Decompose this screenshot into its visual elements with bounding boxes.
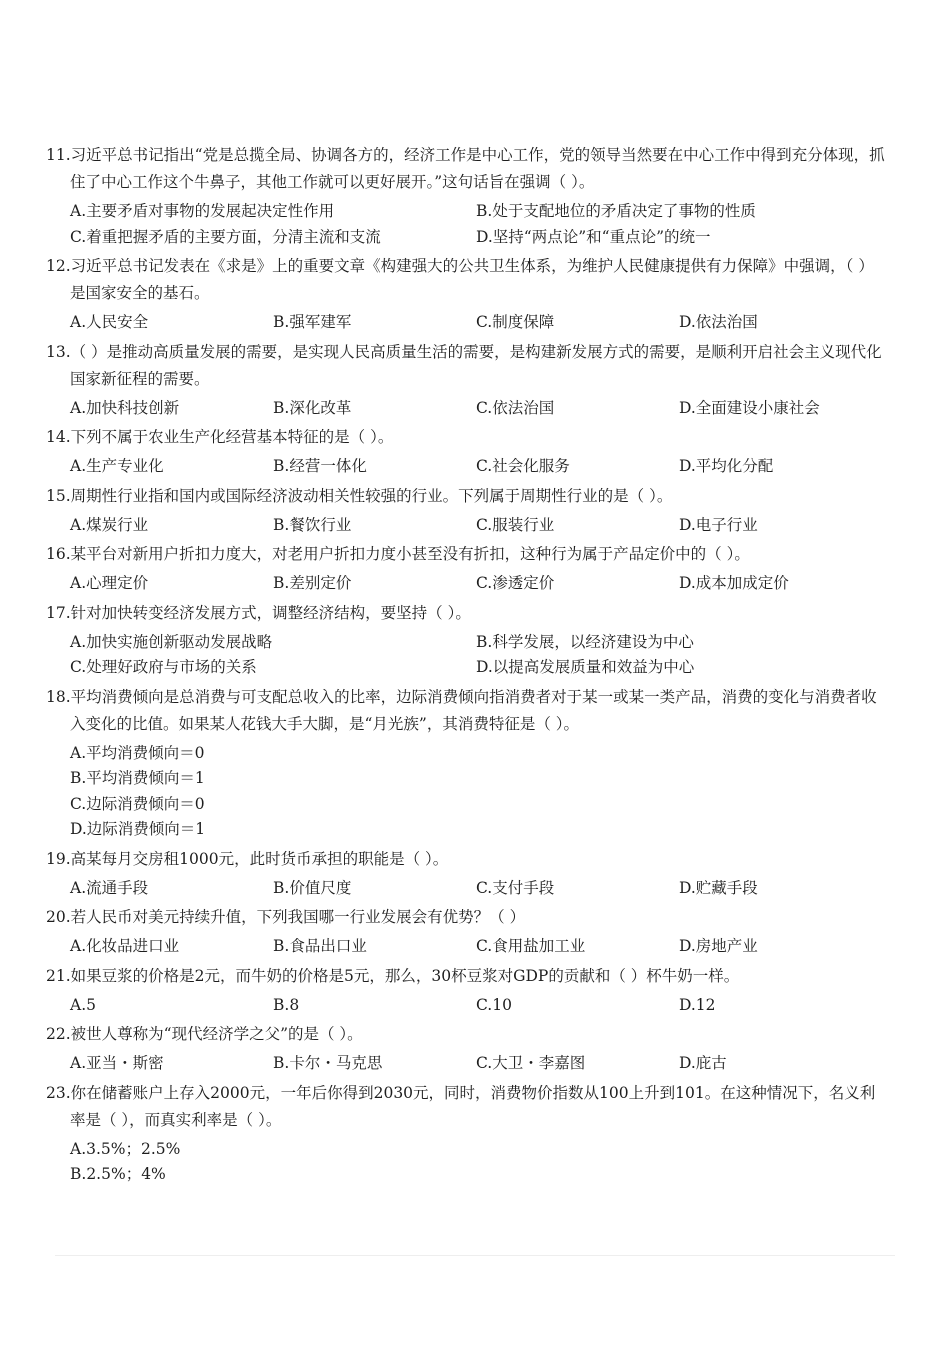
answer-option: C.社会化服务	[476, 457, 570, 475]
answer-options	[46, 513, 886, 539]
answer-option: A.心理定价	[70, 574, 149, 592]
question-list	[46, 142, 886, 1191]
answer-options	[46, 1051, 886, 1077]
footer-divider	[55, 1255, 895, 1256]
answer-option: A.平均消费倾向＝0	[70, 743, 205, 762]
answer-options	[46, 934, 886, 960]
answer-option: A.化妆品进口业	[70, 937, 180, 955]
question-stem: 21.如果豆浆的价格是2元，而牛奶的价格是5元，那么，30杯豆浆对GDP的贡献和（ ）杯牛奶一样。	[46, 966, 740, 985]
answer-option: A.主要矛盾对事物的发展起决定性作用	[70, 202, 335, 220]
answer-option: C.10	[476, 995, 512, 1014]
question-block	[46, 142, 886, 250]
answer-option: D.电子行业	[679, 515, 758, 534]
question-stem: 17.针对加快转变经济发展方式，调整经济结构，要坚持（ ）。	[46, 603, 471, 622]
answer-options	[46, 571, 886, 597]
answer-option: A.3.5%；2.5%	[70, 1139, 181, 1158]
question-stem: 23.你在储蓄账户上存入2000元，一年后你得到2030元，同时，消费物价指数从100上升到101。在这种情况下，名义利率是（ ），而真实利率是（ ）。	[46, 1083, 876, 1129]
question-block	[46, 483, 886, 539]
answer-option: C.依法治国	[476, 398, 555, 417]
question-stem: 20.若人民币对美元持续升值，下列我国哪一行业发展会有优势？（ ）	[46, 908, 526, 926]
question-stem: 13.（ ）是推动高质量发展的需要，是实现人民高质量生活的需要，是构建新发展方式的需要，是顺利开启社会主义现代化国家新征程的需要。	[46, 342, 882, 388]
answer-option: C.边际消费倾向＝0	[70, 794, 205, 813]
answer-option: A.亚当・斯密	[70, 1054, 164, 1072]
answer-options	[46, 454, 886, 480]
question-block	[46, 541, 886, 597]
answer-option: C.服装行业	[476, 515, 555, 534]
answer-option: A.流通手段	[70, 878, 149, 897]
answer-option: B.卡尔・马克思	[273, 1054, 383, 1072]
question-stem: 22.被世人尊称为“现代经济学之父”的是（ ）。	[46, 1025, 363, 1043]
answer-option: D.坚持“两点论”和“重点论”的统一	[476, 227, 711, 246]
answer-option: B.餐饮行业	[273, 515, 352, 534]
answer-options	[46, 630, 886, 681]
answer-option: C.着重把握矛盾的主要方面，分清主流和支流	[70, 227, 381, 246]
answer-option: D.全面建设小康社会	[679, 398, 820, 417]
answer-options	[46, 993, 886, 1019]
answer-option: B.平均消费倾向＝1	[70, 769, 205, 787]
answer-options	[46, 396, 886, 422]
answer-option: B.食品出口业	[273, 937, 367, 955]
answer-option: B.8	[273, 995, 300, 1014]
answer-options	[46, 1137, 886, 1188]
answer-option: B.差别定价	[273, 574, 352, 592]
answer-option: D.成本加成定价	[679, 574, 789, 592]
answer-option: B.2.5%；4%	[70, 1165, 166, 1183]
answer-option: D.以提高发展质量和效益为中心	[476, 658, 695, 676]
answer-options	[46, 310, 886, 336]
answer-option: C.大卫・李嘉图	[476, 1054, 586, 1072]
question-block	[46, 253, 886, 336]
answer-option: A.加快科技创新	[70, 398, 180, 417]
answer-options	[46, 876, 886, 902]
answer-option: B.科学发展，以经济建设为中心	[476, 632, 694, 651]
question-stem: 14.下列不属于农业生产化经营基本特征的是（ ）。	[46, 428, 394, 446]
answer-option: B.经营一体化	[273, 457, 367, 475]
answer-option: C.制度保障	[476, 313, 555, 331]
question-stem: 16.某平台对新用户折扣力度大，对老用户折扣力度小甚至没有折扣，这种行为属于产品定价中的（ ）。	[46, 545, 750, 563]
answer-option: A.5	[70, 995, 96, 1014]
answer-option: A.生产专业化	[70, 457, 164, 475]
answer-option: D.房地产业	[679, 937, 758, 955]
answer-option: C.支付手段	[476, 878, 555, 897]
answer-option: B.强军建军	[273, 313, 352, 331]
answer-option: B.深化改革	[273, 398, 352, 417]
answer-option: C.处理好政府与市场的关系	[70, 658, 257, 676]
answer-option: D.平均化分配	[679, 457, 774, 475]
answer-option: A.煤炭行业	[70, 515, 149, 534]
question-block	[46, 963, 886, 1019]
answer-option: C.渗透定价	[476, 574, 555, 592]
question-stem: 19.高某每月交房租1000元，此时货币承担的职能是（ ）。	[46, 849, 449, 868]
question-stem: 18.平均消费倾向是总消费与可支配总收入的比率，边际消费倾向指消费者对于某一或某一类产品，消费的变化与消费者收入变化的比值。如果某人花钱大手大脚，是“月光族”，其消费特征是（ ）。	[46, 687, 877, 733]
question-stem: 15.周期性行业指和国内或国际经济波动相关性较强的行业。下列属于周期性行业的是（ ）。	[46, 486, 673, 505]
answer-option: D.庇古	[679, 1054, 727, 1072]
question-block	[46, 1021, 886, 1077]
answer-options	[46, 199, 886, 250]
answer-option: D.依法治国	[679, 313, 758, 331]
question-block	[46, 600, 886, 681]
answer-options	[46, 741, 886, 843]
question-block	[46, 846, 886, 902]
answer-option: D.贮藏手段	[679, 878, 758, 897]
answer-option: D.12	[679, 995, 716, 1014]
question-block	[46, 684, 886, 843]
question-stem: 12.习近平总书记发表在《求是》上的重要文章《构建强大的公共卫生体系，为维护人民健康提供有力保障》中强调，（ ）是国家安全的基石。	[46, 257, 874, 302]
question-block	[46, 1080, 886, 1188]
answer-option: B.价值尺度	[273, 878, 352, 897]
answer-option: A.加快实施创新驱动发展战略	[70, 632, 273, 651]
question-block	[46, 339, 886, 422]
question-block	[46, 904, 886, 960]
answer-option: B.处于支配地位的矛盾决定了事物的性质	[476, 202, 756, 220]
question-stem: 11.习近平总书记指出“党是总揽全局、协调各方的，经济工作是中心工作，党的领导当然要在中心工作中得到充分体现，抓住了中心工作这个牛鼻子，其他工作就可以更好展开。”这句话旨在强调（ ）。	[46, 146, 885, 191]
answer-option: C.食用盐加工业	[476, 937, 586, 955]
answer-option: D.边际消费倾向＝1	[70, 820, 206, 838]
question-block	[46, 424, 886, 480]
answer-option: A.人民安全	[70, 313, 149, 331]
